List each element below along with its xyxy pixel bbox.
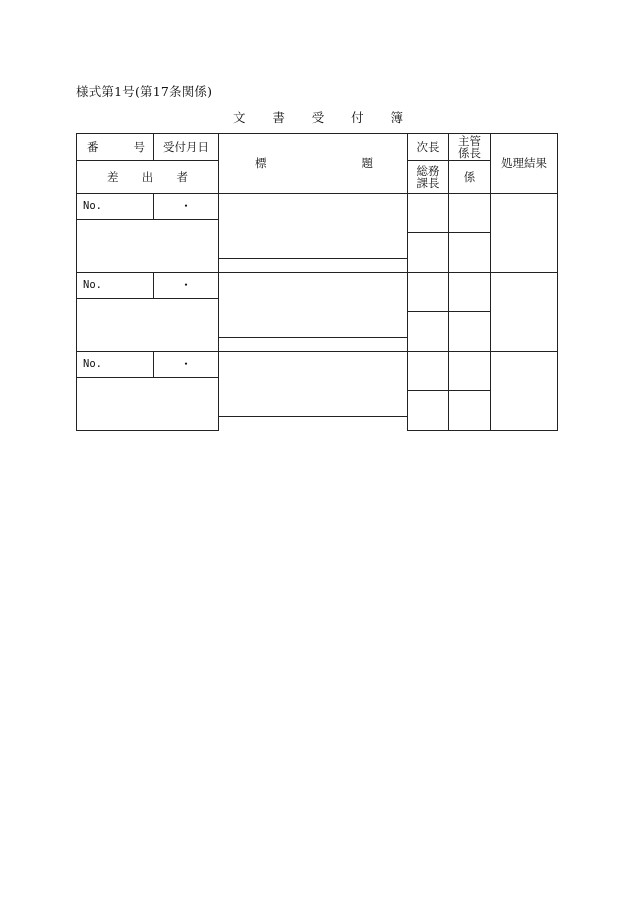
deputy-director-stamp[interactable] bbox=[408, 194, 449, 233]
entry-number-field[interactable]: No. bbox=[77, 273, 154, 299]
subject-header: 標 題 bbox=[219, 134, 408, 194]
deputy-director-header: 次長 bbox=[408, 134, 449, 161]
header-row-1 bbox=[77, 134, 558, 161]
title-char: 書 bbox=[272, 110, 285, 125]
entry-date-field[interactable]: ・ bbox=[154, 352, 219, 378]
entry-row-top bbox=[77, 194, 558, 220]
chief-clerk-header: 主管 係長 bbox=[449, 134, 491, 161]
document-title bbox=[233, 108, 403, 126]
entry-sender-field[interactable] bbox=[77, 299, 219, 352]
general-affairs-head-stamp[interactable] bbox=[408, 233, 449, 273]
entry-subject-field[interactable] bbox=[219, 352, 408, 417]
sender-header: 差 出 者 bbox=[77, 161, 219, 194]
title-char: 受 bbox=[311, 110, 325, 125]
entry-result-field[interactable] bbox=[491, 273, 558, 352]
staff-header: 係 bbox=[449, 161, 491, 194]
title-char: 文 bbox=[233, 110, 246, 125]
number-header: 番 号 bbox=[77, 134, 154, 161]
general-affairs-head-stamp[interactable] bbox=[408, 312, 449, 352]
staff-stamp[interactable] bbox=[449, 312, 491, 352]
entry-sender-field[interactable] bbox=[77, 378, 219, 431]
chief-clerk-stamp[interactable] bbox=[449, 273, 491, 312]
entry-sender-field[interactable] bbox=[77, 220, 219, 273]
entry-row-top bbox=[77, 352, 558, 378]
form-number-label: 様式第1号(第17条関係) bbox=[76, 84, 213, 99]
chief-clerk-stamp[interactable] bbox=[449, 352, 491, 391]
staff-stamp[interactable] bbox=[449, 233, 491, 273]
title-char: 付 bbox=[351, 110, 364, 125]
receipt-register-table bbox=[76, 133, 558, 431]
deputy-director-stamp[interactable] bbox=[408, 352, 449, 391]
entry-subject-field[interactable] bbox=[219, 194, 408, 259]
staff-stamp[interactable] bbox=[449, 391, 491, 431]
result-header: 処理結果 bbox=[491, 134, 558, 194]
entry-date-field[interactable]: ・ bbox=[154, 194, 219, 220]
title-char: 簿 bbox=[390, 110, 403, 125]
deputy-director-stamp[interactable] bbox=[408, 273, 449, 312]
entry-subject-field[interactable] bbox=[219, 273, 408, 338]
general-affairs-head-stamp[interactable] bbox=[408, 391, 449, 431]
receipt-date-header: 受付月日 bbox=[154, 134, 219, 161]
entry-date-field[interactable]: ・ bbox=[154, 273, 219, 299]
entry-row-top bbox=[77, 273, 558, 299]
entry-number-field[interactable]: No. bbox=[77, 194, 154, 220]
entry-result-field[interactable] bbox=[491, 352, 558, 431]
general-affairs-head-header: 総務 課長 bbox=[408, 161, 449, 194]
entry-number-field[interactable]: No. bbox=[77, 352, 154, 378]
chief-clerk-stamp[interactable] bbox=[449, 194, 491, 233]
entry-result-field[interactable] bbox=[491, 194, 558, 273]
